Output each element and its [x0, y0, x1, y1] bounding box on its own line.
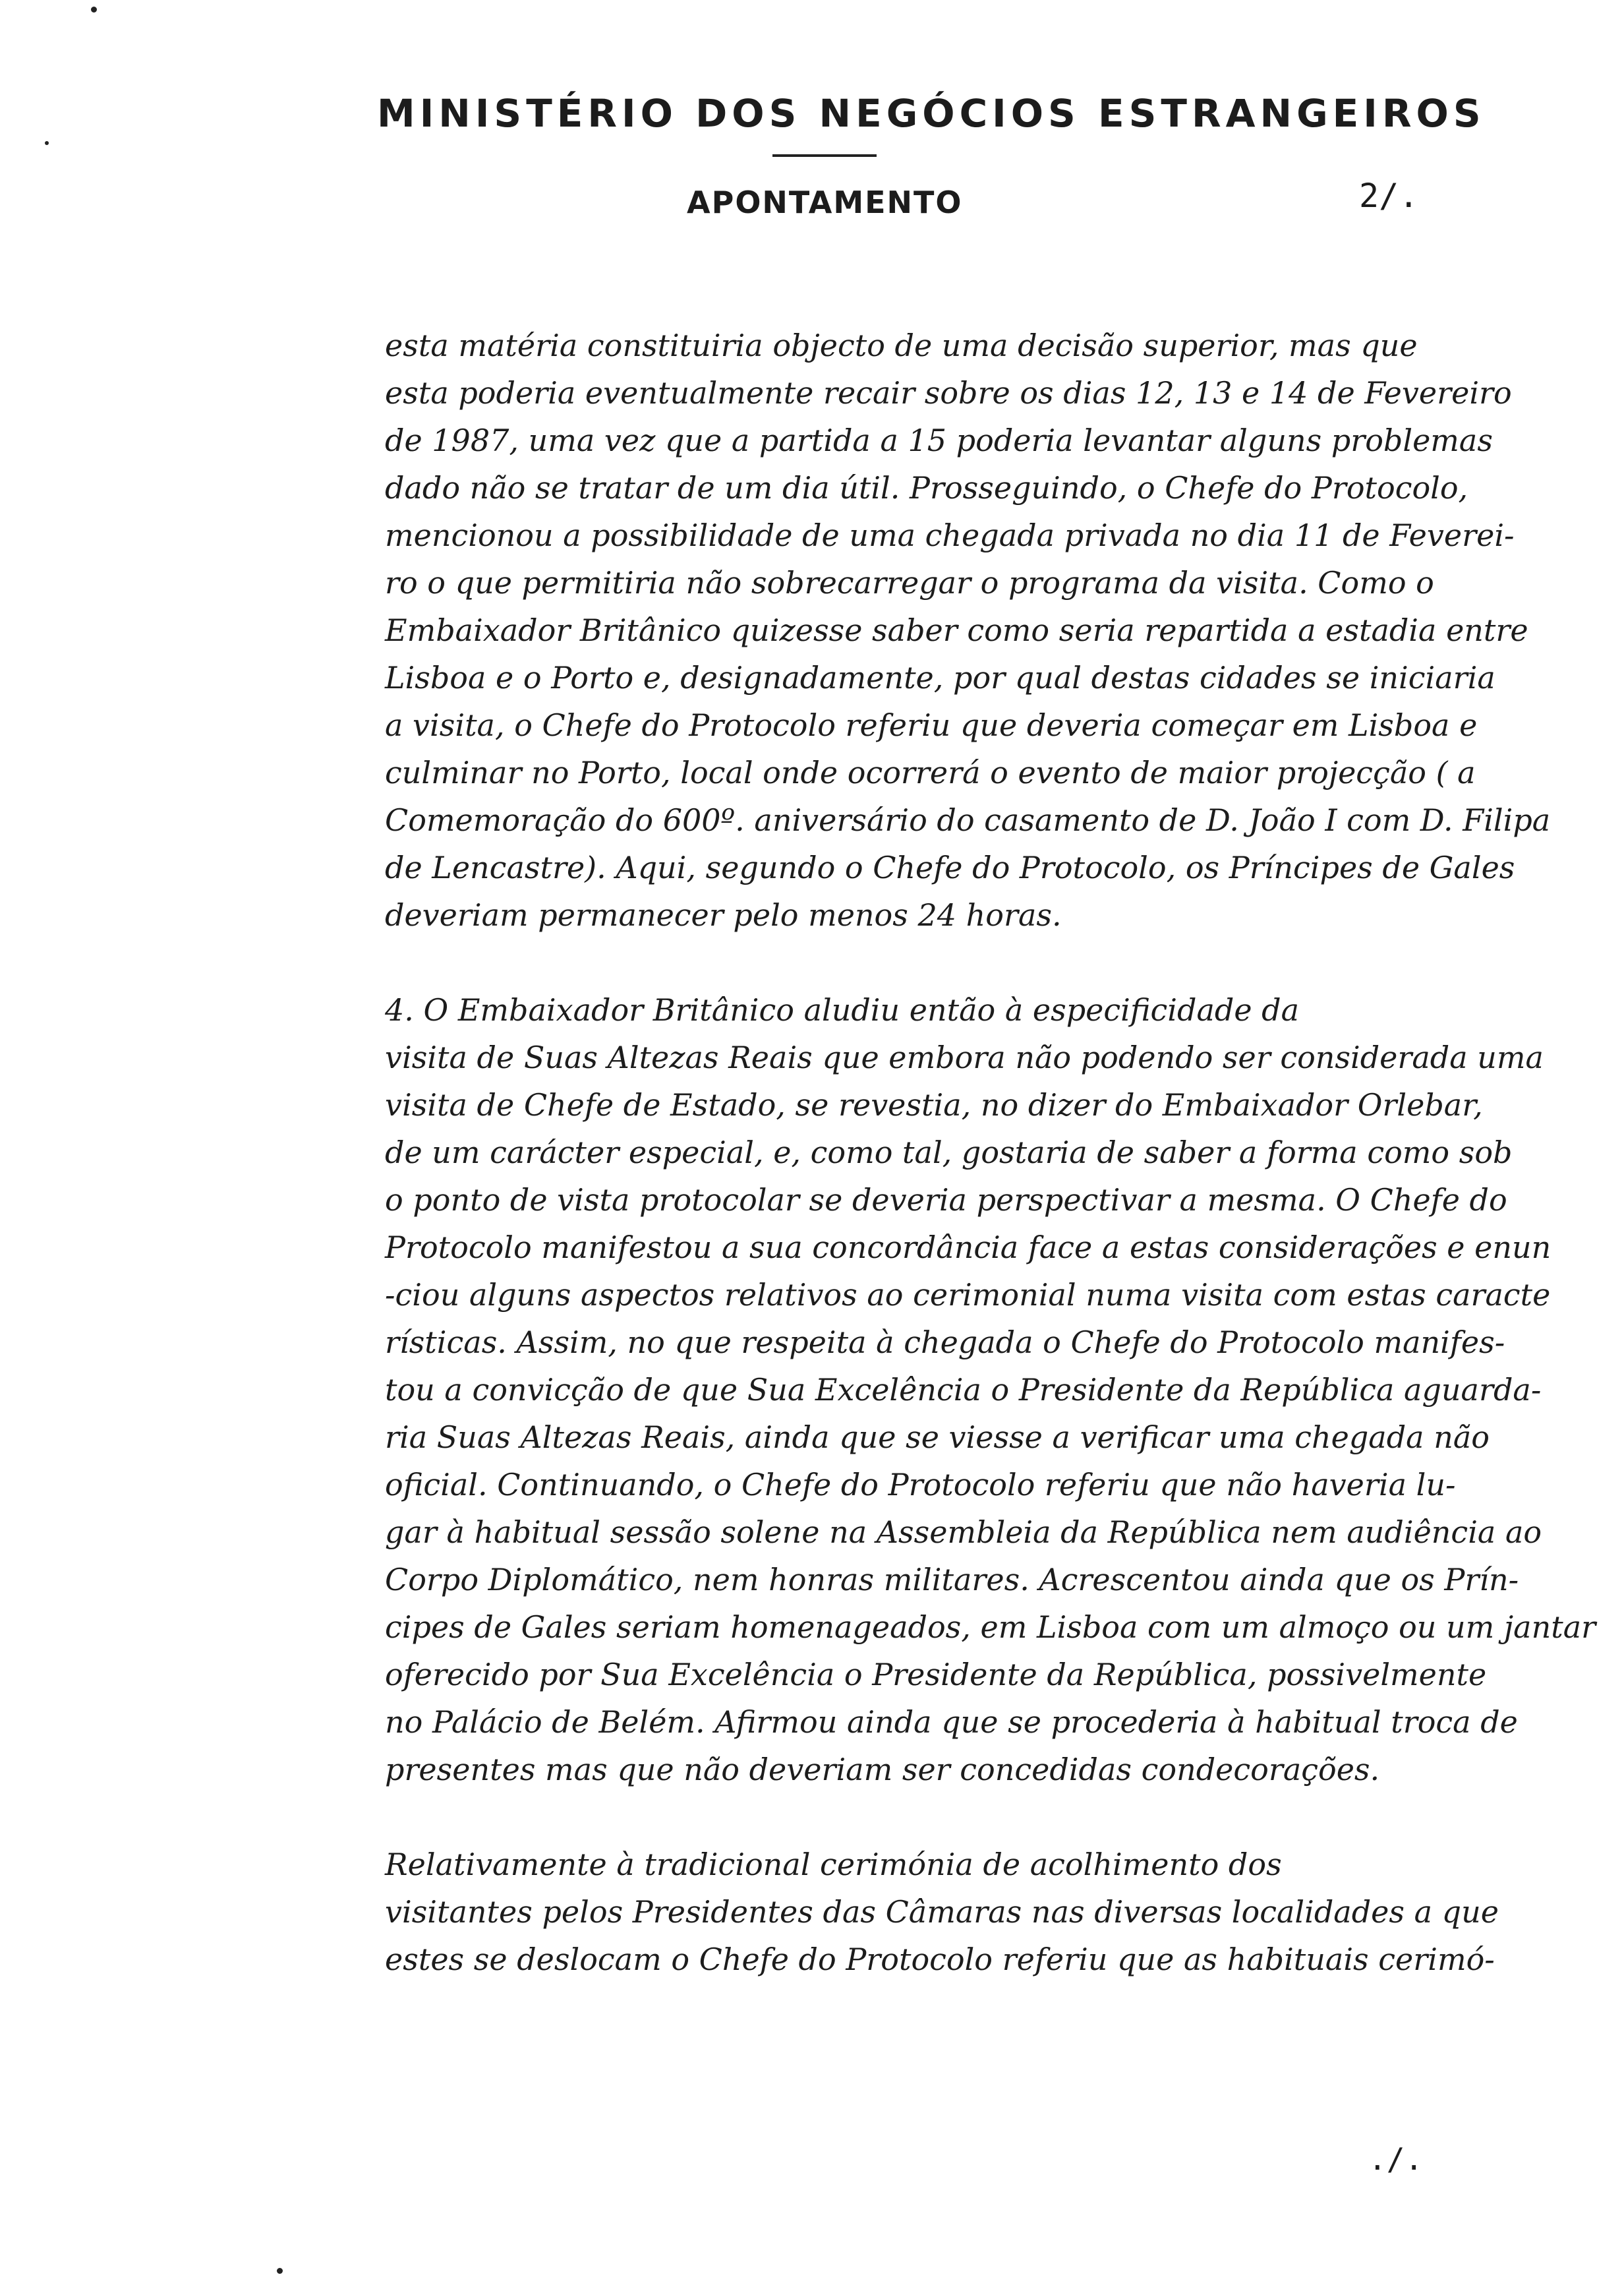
text-line: tou a convicção de que Sua Excelência o Presidente da República aguarda- — [385, 1372, 1542, 1408]
text-line: dado não se tratar de um dia útil. Prosseguindo, o Chefe do Protocolo, — [385, 470, 1468, 506]
text-line: culminar no Porto, local onde ocorrerá o evento de maior projecção ( a — [385, 755, 1476, 790]
text-line: Corpo Diplomático, nem honras militares. Acrescentou ainda que os Prín- — [385, 1562, 1519, 1597]
document-body — [385, 322, 1596, 1983]
page-number: 2/. — [1359, 177, 1419, 215]
text-line: o ponto de vista protocolar se deveria perspectivar a mesma. O Chefe do — [385, 1182, 1507, 1218]
text-line: visita de Chefe de Estado, se revestia, no dizer do Embaixador Orlebar, — [385, 1087, 1483, 1123]
text-line: Lisboa e o Porto e, designadamente, por qual destas cidades se iniciaria — [385, 660, 1495, 696]
text-line: presentes mas que não deveriam ser concedidas condecorações. — [385, 1752, 1380, 1787]
text-line: mencionou a possibilidade de uma chegada privada no dia 11 de Feverei- — [385, 518, 1515, 553]
paragraph-gap — [385, 939, 1591, 986]
text-line: a visita, o Chefe do Protocolo referiu que deveria começar em Lisboa e — [385, 707, 1478, 743]
text-line: no Palácio de Belém. Afirmou ainda que se procederia à habitual troca de — [385, 1704, 1518, 1740]
text-line: Protocolo manifestou a sua concordância face a estas considerações e enun — [385, 1230, 1552, 1265]
ministry-heading: MINISTÉRIO DOS NEGÓCIOS ESTRANGEIROS — [377, 91, 1486, 136]
text-line: estes se deslocam o Chefe do Protocolo referiu que as habituais cerimó- — [385, 1942, 1495, 1977]
text-line: rísticas. Assim, no que respeita à chegada o Chefe do Protocolo manifes- — [385, 1324, 1505, 1360]
text-line: de 1987, uma vez que a partida a 15 poderia levantar alguns problemas — [385, 423, 1493, 458]
text-line: visita de Suas Altezas Reais que embora não podendo ser considerada uma — [385, 1040, 1544, 1075]
heading-divider — [772, 154, 877, 157]
text-line: -ciou alguns aspectos relativos ao cerimonial numa visita com estas caracte — [385, 1277, 1551, 1313]
text-line: Relativamente à tradicional cerimónia de acolhimento dos — [385, 1847, 1282, 1882]
text-line: oficial. Continuando, o Chefe do Protocolo referiu que não haveria lu- — [385, 1467, 1456, 1502]
scan-speck-top — [91, 7, 97, 13]
text-line: deveriam permanecer pelo menos 24 horas. — [385, 897, 1062, 933]
text-line: gar à habitual sessão solene na Assembleia da República nem audiência ao — [385, 1514, 1542, 1550]
text-line: esta matéria constituiria objecto de uma decisão superior, mas que — [385, 328, 1418, 363]
text-line: 4. O Embaixador Britânico aludiu então à especificidade da — [385, 992, 1300, 1028]
paragraph-gap — [385, 1793, 1591, 1841]
text-line: de um carácter especial, e, como tal, gostaria de saber a forma como sob — [385, 1135, 1513, 1170]
text-line: esta poderia eventualmente recair sobre os dias 12, 13 e 14 de Fevereiro — [385, 375, 1512, 411]
document-type-heading: APONTAMENTO — [687, 185, 963, 220]
text-line: cipes de Gales seriam homenageados, em Lisboa com um almoço ou um jantar — [385, 1609, 1596, 1645]
text-line: Embaixador Britânico quizesse saber como seria repartida a estadia entre — [385, 612, 1528, 648]
text-line: Comemoração do 600º. aniversário do casamento de D. João I com D. Filipa — [385, 802, 1551, 838]
scan-speck-bottom — [277, 2268, 283, 2274]
text-line: oferecido por Sua Excelência o Presidente da República, possivelmente — [385, 1657, 1487, 1692]
text-line: ro o que permitiria não sobrecarregar o programa da visita. Como o — [385, 565, 1434, 601]
continuation-mark: ./. — [1368, 2141, 1424, 2177]
text-line: ria Suas Altezas Reais, ainda que se viesse a verificar uma chegada não — [385, 1419, 1490, 1455]
text-line: visitantes pelos Presidentes das Câmaras nas diversas localidades a que — [385, 1894, 1499, 1930]
scan-speck-left — [45, 141, 49, 145]
text-line: de Lencastre). Aqui, segundo o Chefe do Protocolo, os Príncipes de Gales — [385, 850, 1515, 885]
